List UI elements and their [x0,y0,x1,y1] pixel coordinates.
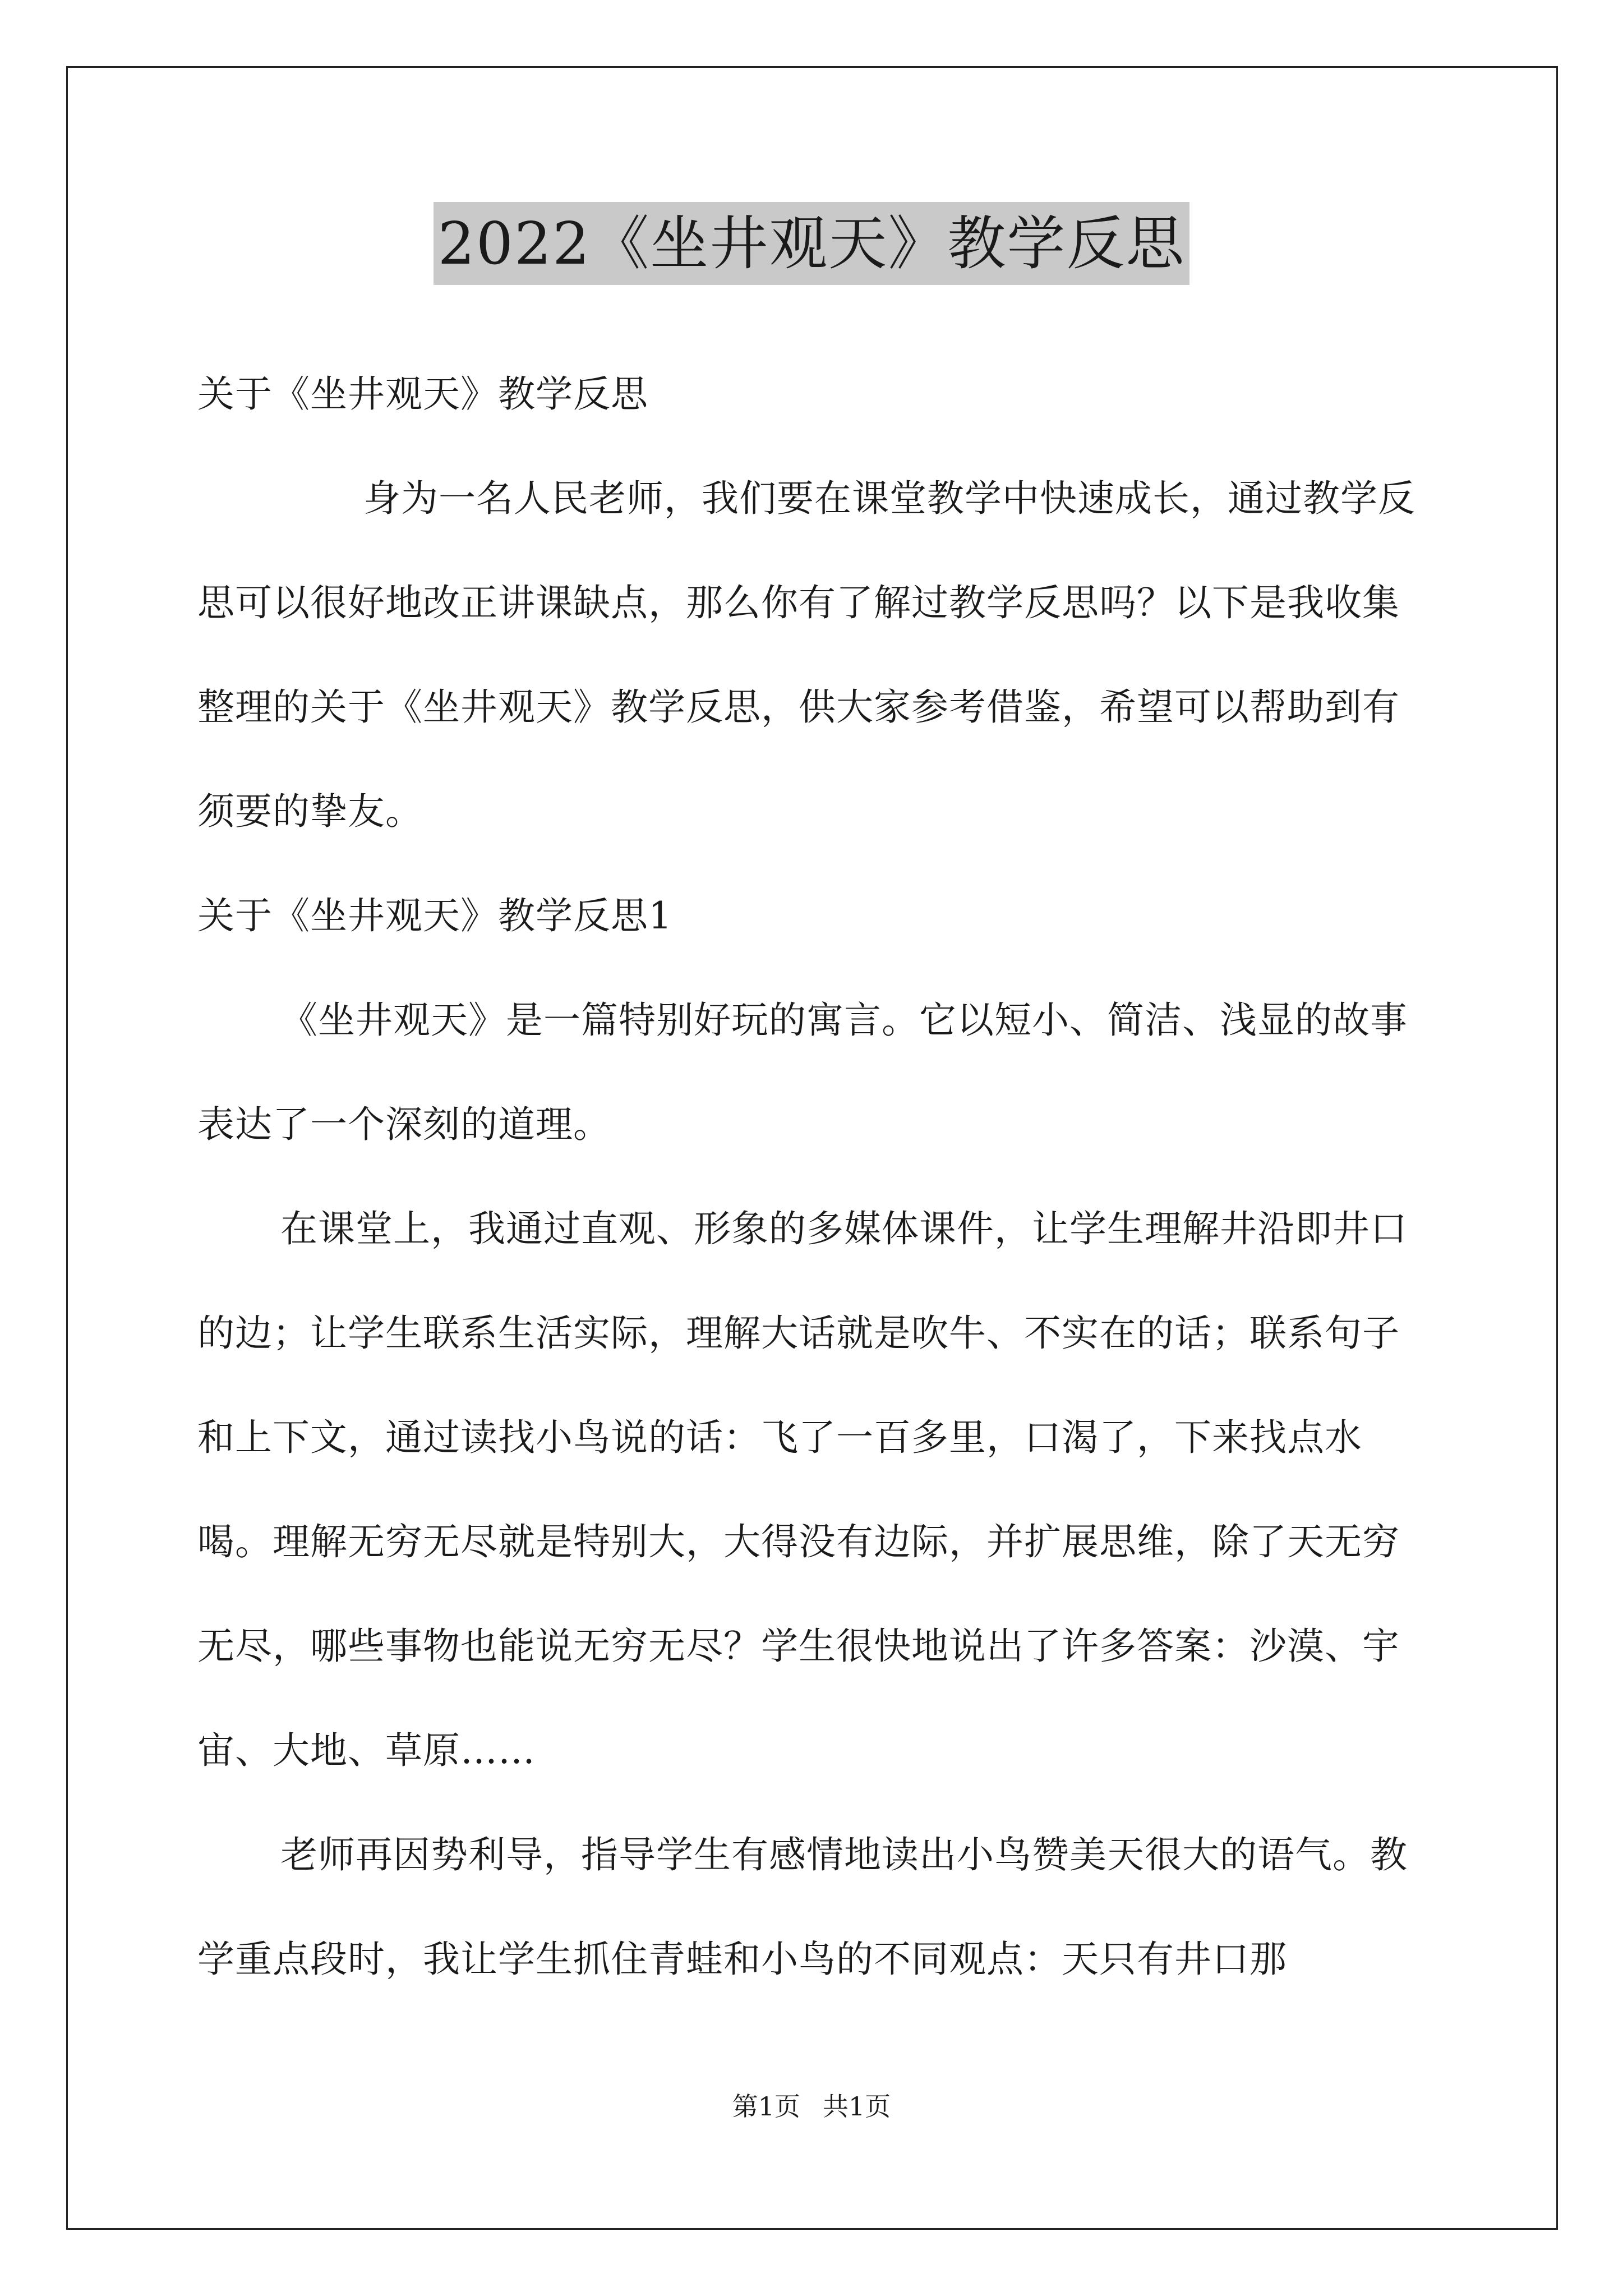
page-number-total: 共1页 [823,2091,891,2122]
intro-heading: 关于《坐井观天》教学反思 [197,372,648,416]
section1-paragraph-1: 《坐井观天》是一篇特别好玩的寓言。它以短小、简洁、浅显的故事表达了一个深刻的道理。 [197,999,1408,1146]
document-body [197,342,1431,2012]
section1-heading: 关于《坐井观天》教学反思1 [197,894,672,937]
section1-paragraph-3: 老师再因势利导，指导学生有感情地读出小鸟赞美天很大的语气。教学重点段时，我让学生抓住青蛙和小鸟的不同观点：天只有井口那 [197,1833,1408,1981]
intro-paragraph: 身为一名人民老师，我们要在课堂教学中快速成长，通过教学反思可以很好地改正讲课缺点，那么你有了解过教学反思吗？以下是我收集整理的关于《坐井观天》教学反思，供大家参考借鉴，希望可以帮助到有须要的挚友。 [197,477,1415,833]
section1-paragraph-2: 在课堂上，我通过直观、形象的多媒体课件，让学生理解井沿即井口的边；让学生联系生活实际，理解大话就是吹牛、不实在的话；联系句子和上下文，通过读找小鸟说的话：飞了一百多里，口渴了，下来找点水喝。理解无穷无尽就是特别大，大得没有边际，并扩展思维，除了天无穷无尽，哪些事物也能说无穷无尽？学生很快地说出了许多答案：沙漠、宇宙、大地、草原…… [197,1207,1408,1772]
page-number-current: 第1页 [732,2091,800,2122]
title-container [0,202,1623,285]
page-footer [0,2090,1623,2123]
document-title: 2022《坐井观天》教学反思 [434,202,1190,285]
